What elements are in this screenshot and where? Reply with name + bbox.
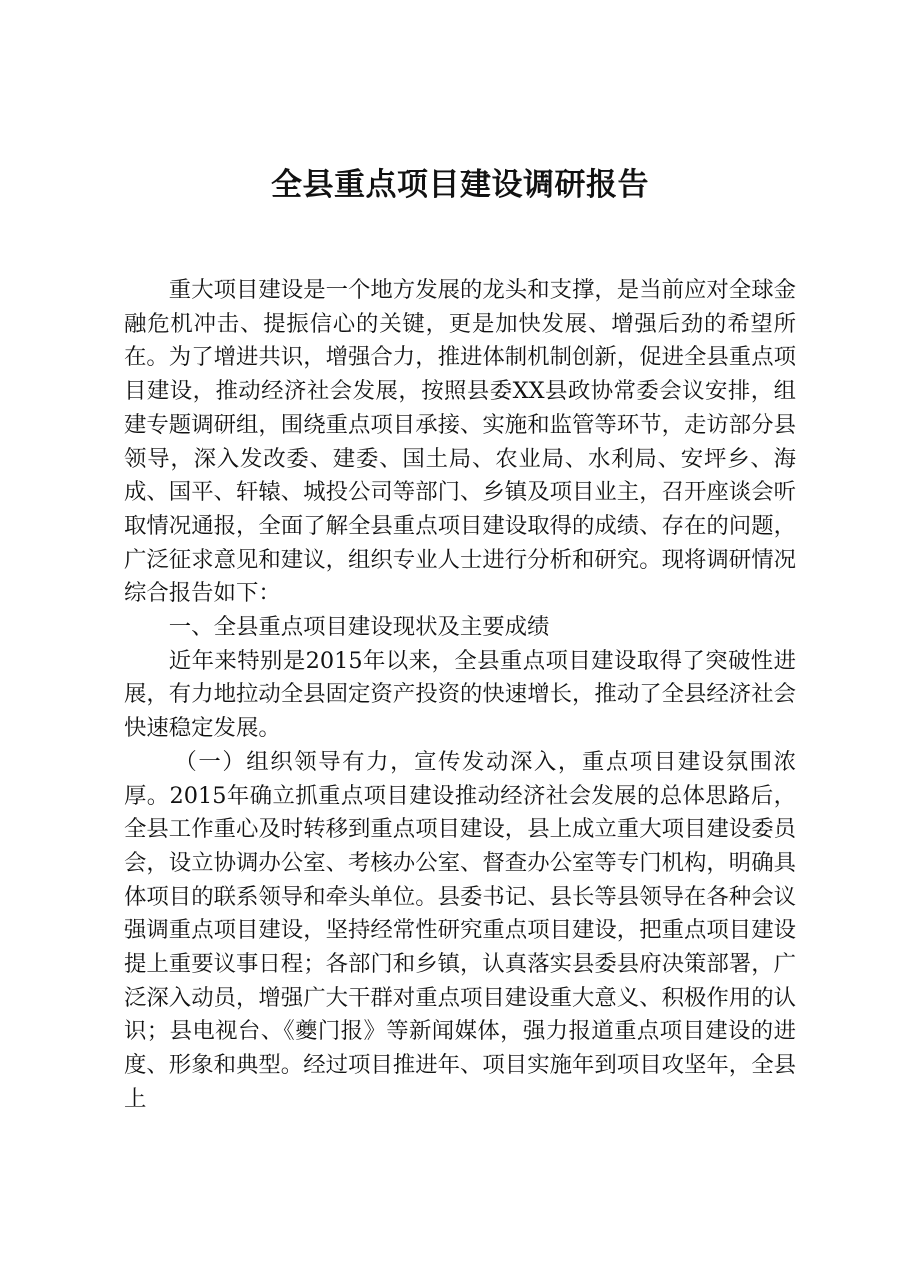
subsection-paragraph: （一）组织领导有力，宣传发动深入，重点项目建设氛围浓厚。2015年确立抓重点项目建设推动经济社会发展的总体思路后，全县工作重心及时转移到重点项目建设，县上成立重大项目建设委员会，设立协调办公室、考核办公室、督查办公室等专门机构，明确具体项目的联系领导和牵头单位。县委书记、县长等县领导在各种会议强调重点项目建设，坚持经常性研究重点项目建设，把重点项目建设提上重要议事日程；各部门和乡镇，认真落实县委县府决策部署，广泛深入动员，增强广大干群对重点项目建设重大意义、积极作用的认识；县电视台、《夔门报》等新闻媒体，强力报道重点项目建设的进度、形象和典型。经过项目推进年、项目实施年到项目攻坚年，全县上 xyxy=(124,748,796,1112)
section-intro-paragraph: 近年来特别是2015年以来，全县重点项目建设取得了突破性进展，有力地拉动全县固定资产投资的快速增长，推动了全县经济社会快速稳定发展。 xyxy=(124,647,796,742)
document-body xyxy=(124,274,796,1117)
document-page xyxy=(124,160,796,1117)
section-heading: 一、全县重点项目建设现状及主要成绩 xyxy=(168,614,550,641)
intro-paragraph: 重大项目建设是一个地方发展的龙头和支撑，是当前应对全球金融危机冲击、提振信心的关键，更是加快发展、增强后劲的希望所在。为了增进共识，增强合力，推进体制机制创新，促进全县重点项目建设，推动经济社会发展，按照县委XX县政协常委会议安排，组建专题调研组，围绕重点项目承接、实施和监管等环节，走访部分县领导，深入发改委、建委、国土局、农业局、水利局、安坪乡、海成、国平、轩辕、城投公司等部门、乡镇及项目业主，召开座谈会听取情况通报，全面了解全县重点项目建设取得的成绩、存在的问题，广泛征求意见和建议，组织专业人士进行分析和研究。现将调研情况综合报告如下： xyxy=(124,277,796,607)
document-title: 全县重点项目建设调研报告 xyxy=(271,167,649,203)
